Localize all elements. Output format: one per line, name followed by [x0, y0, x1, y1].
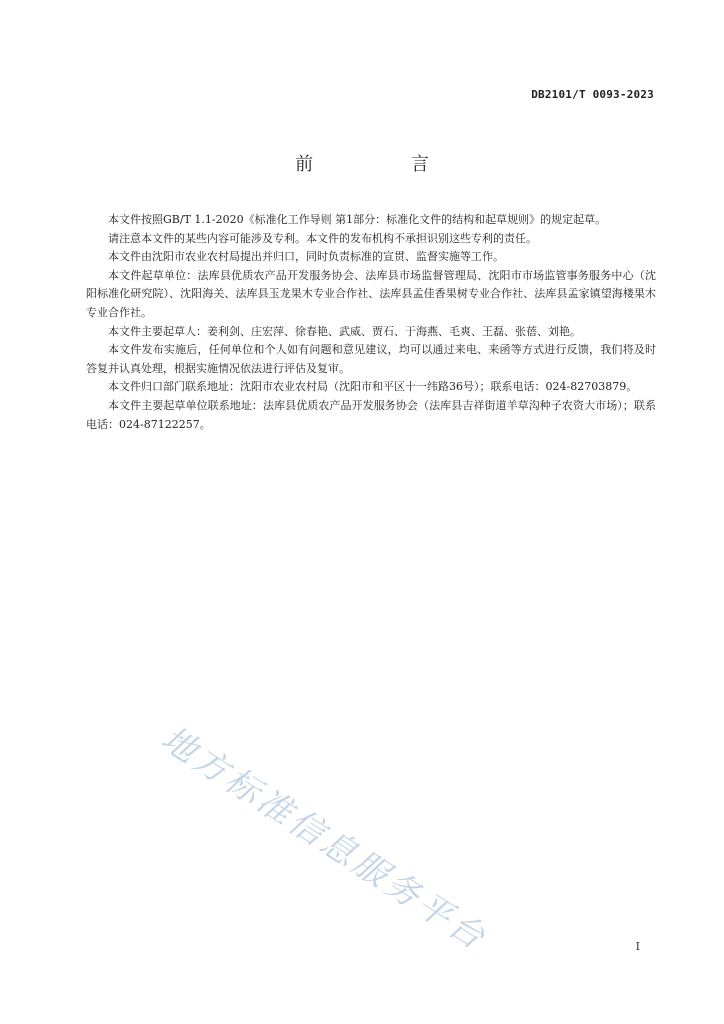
paragraph-proposer: 本文件由沈阳市农业农村局提出并归口，同时负责标准的宣贯、监督实施等工作。: [108, 250, 504, 264]
paragraph-drafter-contact: 本文件主要起草单位联系地址：法库县优质农产品开发服务协会（法库县吉祥街道羊草沟种子农资大市场）；联系电话：024-87122257。: [86, 398, 656, 431]
paragraph-feedback: 本文件发布实施后，任何单位和个人如有问题和意见建议，均可以通过来电、来函等方式进行反馈，我们将及时答复并认真处理，根据实施情况依法进行评估及复审。: [86, 343, 656, 375]
foreword-body: [86, 211, 656, 434]
page-number: I: [635, 940, 640, 953]
watermark: 地方标准信息服务平台: [153, 718, 495, 960]
paragraph-standard-basis: 本文件按照GB/T 1.1-2020《标准化工作导则 第1部分：标准化文件的结构和起草规则》的规定起草。: [108, 213, 607, 226]
paragraph-drafters: 本文件主要起草人：姜利剑、庄宏萍、徐春艳、武威、贾石、于海燕、毛爽、王磊、张蓓、刘艳。: [108, 324, 581, 338]
paragraph-authority-contact: 本文件归口部门联系地址：沈阳市农业农村局（沈阳市和平区十一纬路36号）；联系电话：024-82703879。: [108, 380, 638, 394]
document-code: DB2101/T 0093-2023: [531, 88, 654, 101]
paragraph-drafting-units: 本文件起草单位：法库县优质农产品开发服务协会、法库县市场监督管理局、沈阳市市场监管事务服务中心（沈阳标准化研究院）、沈阳海关、法库县玉龙果木专业合作社、法库县孟佳香果树专业合作社、法库县孟家镇望海楼果木专业合作社。: [86, 268, 656, 319]
page-title: 前 言: [295, 154, 475, 175]
paragraph-patent-notice: 请注意本文件的某些内容可能涉及专利。本文件的发布机构不承担识别这些专利的责任。: [108, 231, 537, 245]
